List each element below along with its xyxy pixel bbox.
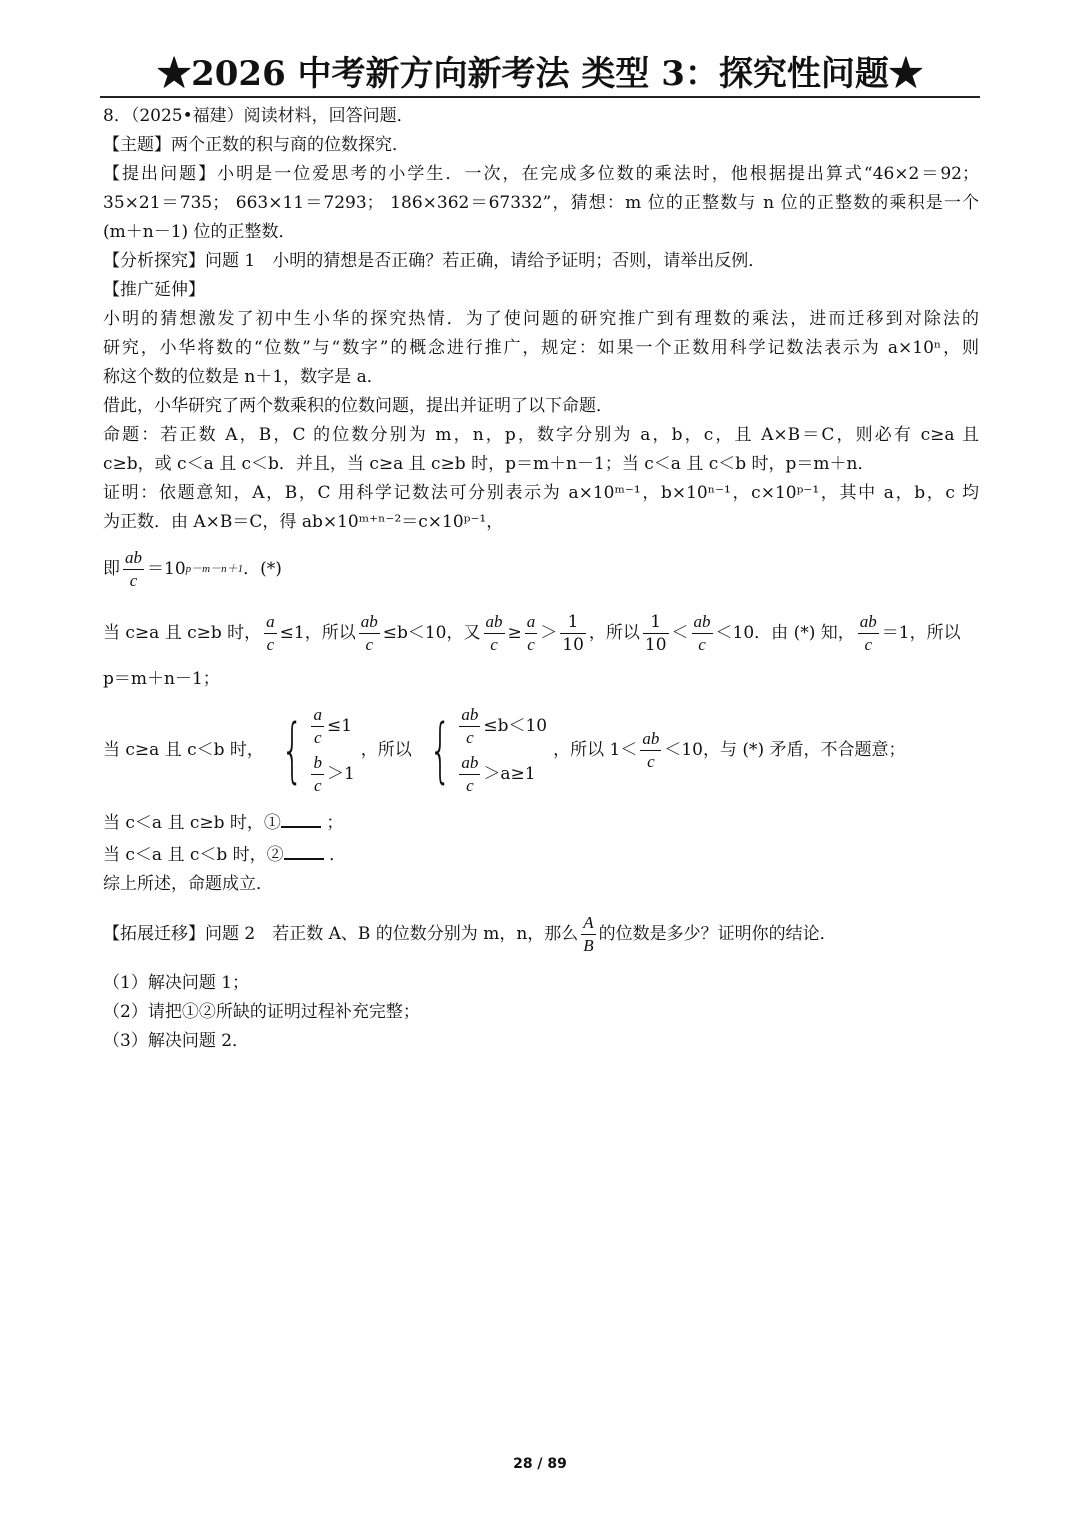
- analysis-line: 【分析探究】问题 1 小明的猜想是否正确？若正确，请给予证明；否则，请举出反例．: [103, 251, 766, 271]
- case-1-gt: ＞: [540, 622, 558, 643]
- blank-1[interactable]: [281, 806, 321, 828]
- case-1-line: [103, 601, 979, 665]
- question-1: （1）解决问题 1；: [103, 973, 250, 993]
- case-1-text-f: ，所以: [588, 622, 640, 643]
- fraction-1-over-10: $\frac{1}{10}$: [562, 611, 584, 655]
- fraction-ab-over-c: $\frac{ab}{c}$: [125, 547, 142, 590]
- problem-intro: 8．（2025•福建）阅读材料，回答问题．: [103, 106, 414, 126]
- case-1-lt: ＜: [671, 622, 689, 643]
- page-header-title: ★2026 中考新方向新考法 类型 3：探究性问题★: [157, 54, 923, 94]
- case-3-line: 当 c＜a 且 c≥b 时，① ；: [103, 806, 979, 838]
- proof-line-2: 为正数．由 A×B＝C，得 ab×10ᵐ⁺ⁿ⁻²＝c×10ᵖ⁻¹，: [103, 512, 504, 532]
- question-3: （3）解决问题 2．: [103, 1031, 250, 1051]
- case-1-result: p＝m＋n－1；: [103, 669, 220, 689]
- transfer-text-b: 的位数是多少？证明你的结论．: [598, 923, 837, 944]
- system-2: { $\frac{ab}{c}$ ≤b＜10 $\frac{ab}{c}$ ＞a≥1: [428, 704, 548, 795]
- case-1-text-b: ≤1，所以: [279, 622, 356, 643]
- fraction-a-over-c: $\frac{a}{c}$: [526, 611, 536, 654]
- header-rule: [100, 96, 980, 98]
- fraction-ab-over-c: $\frac{ab}{c}$: [859, 611, 877, 654]
- case-1-text-i: ＝1，所以: [881, 622, 961, 643]
- system-1: { $\frac{a}{c}$ ≤1 $\frac{b}{c}$ ＞1: [281, 704, 355, 795]
- case-2-text-c: ，所以 1＜: [553, 739, 638, 760]
- proposition-line-2: c≥b，或 c＜a 且 c＜b．并且，当 c≥a 且 c≥b 时，p＝m＋n－1；当 c＜a 且 c＜b 时，p＝m＋n．: [103, 454, 875, 474]
- fraction-1-over-10: $\frac{1}{10}$: [644, 611, 667, 655]
- fraction-ab-over-c: $\frac{ab}{c}$: [642, 728, 660, 771]
- eq-prefix: 即: [103, 558, 120, 579]
- transfer-text-a: 【拓展迁移】问题 2 若正数 A、B 的位数分别为 m，n，那么: [103, 923, 579, 944]
- case-1-geq: ≥: [507, 622, 522, 643]
- left-brace-icon: {: [428, 709, 452, 791]
- fraction-a-over-c: $\frac{a}{c}$: [266, 611, 275, 654]
- eq-tag: ．(*): [243, 558, 282, 579]
- borrow-line: 借此，小华研究了两个数乘积的位数问题，提出并证明了以下命题．: [103, 396, 613, 416]
- eq-rhs: ＝10: [147, 558, 186, 579]
- blank-2[interactable]: [284, 838, 324, 860]
- raise-line-3: (m＋n－1) 位的正整数．: [103, 222, 296, 242]
- fraction-ab-over-c: $\frac{ab}{c}$: [693, 611, 711, 654]
- case-2-text-b: ，所以: [360, 739, 412, 760]
- fraction-A-over-B: $\frac{A}{B}$: [583, 912, 594, 955]
- case-4-line: 当 c＜a 且 c＜b 时，② ．: [103, 838, 979, 870]
- extend-title: 【推广延伸】: [103, 280, 205, 300]
- extend-line-1: 小明的猜想激发了初中生小华的探究热情．为了使问题的研究推广到有理数的乘法，进而迁移到对除法的: [103, 309, 979, 329]
- problem-content: [103, 102, 979, 1056]
- eq-exponent: p－m－n＋1: [185, 562, 244, 575]
- equation-star: [103, 537, 979, 601]
- extend-line-3: 称这个数的位数是 n＋1，数字是 a．: [103, 367, 384, 387]
- fraction-ab-over-c: $\frac{ab}{c}$: [485, 611, 503, 654]
- left-brace-icon: {: [281, 709, 304, 791]
- page-number: 28 / 89: [513, 1456, 567, 1472]
- transfer-line: [103, 909, 979, 959]
- conclusion-line: 综上所述，命题成立．: [103, 874, 273, 894]
- case-2-line: [103, 694, 979, 806]
- case-2-condition: 当 c≥a 且 c＜b 时，: [103, 739, 264, 760]
- fraction-ab-over-c: $\frac{ab}{c}$: [360, 611, 378, 654]
- case-1-condition: 当 c≥a 且 c≥b 时，: [103, 622, 262, 643]
- case-2-text-d: ＜10，与 (*) 矛盾，不合题意；: [664, 739, 906, 760]
- question-2: （2）请把①②所缺的证明过程补充完整；: [103, 1002, 420, 1022]
- proposition-line-1: 命题：若正数 A，B，C 的位数分别为 m，n，p，数字分别为 a，b，c，且 A×B＝C，则必有 c≥a 且: [103, 425, 979, 445]
- case-1-text-h: ＜10．由 (*) 知，: [715, 622, 855, 643]
- raise-line-1: 【提出问题】小明是一位爱思考的小学生．一次，在完成多位数的乘法时，他根据提出算式“46×2＝92；: [103, 164, 979, 184]
- extend-line-2: 研究，小华将数的“位数”与“数字”的概念进行推广，规定：如果一个正数用科学记数法表示为 a×10ⁿ，则: [103, 338, 979, 358]
- case-1-text-c: ≤b＜10，又: [382, 622, 481, 643]
- theme-line: 【主题】两个正数的积与商的位数探究．: [103, 135, 409, 155]
- raise-line-2: 35×21＝735； 663×11＝7293； 186×362＝67332”，猜想：m 位的正整数与 n 位的正整数的乘积是一个: [103, 193, 979, 213]
- proof-line-1: 证明：依题意知，A，B，C 用科学记数法可分别表示为 a×10ᵐ⁻¹，b×10ⁿ⁻¹，c×10ᵖ⁻¹，其中 a，b，c 均: [103, 483, 979, 503]
